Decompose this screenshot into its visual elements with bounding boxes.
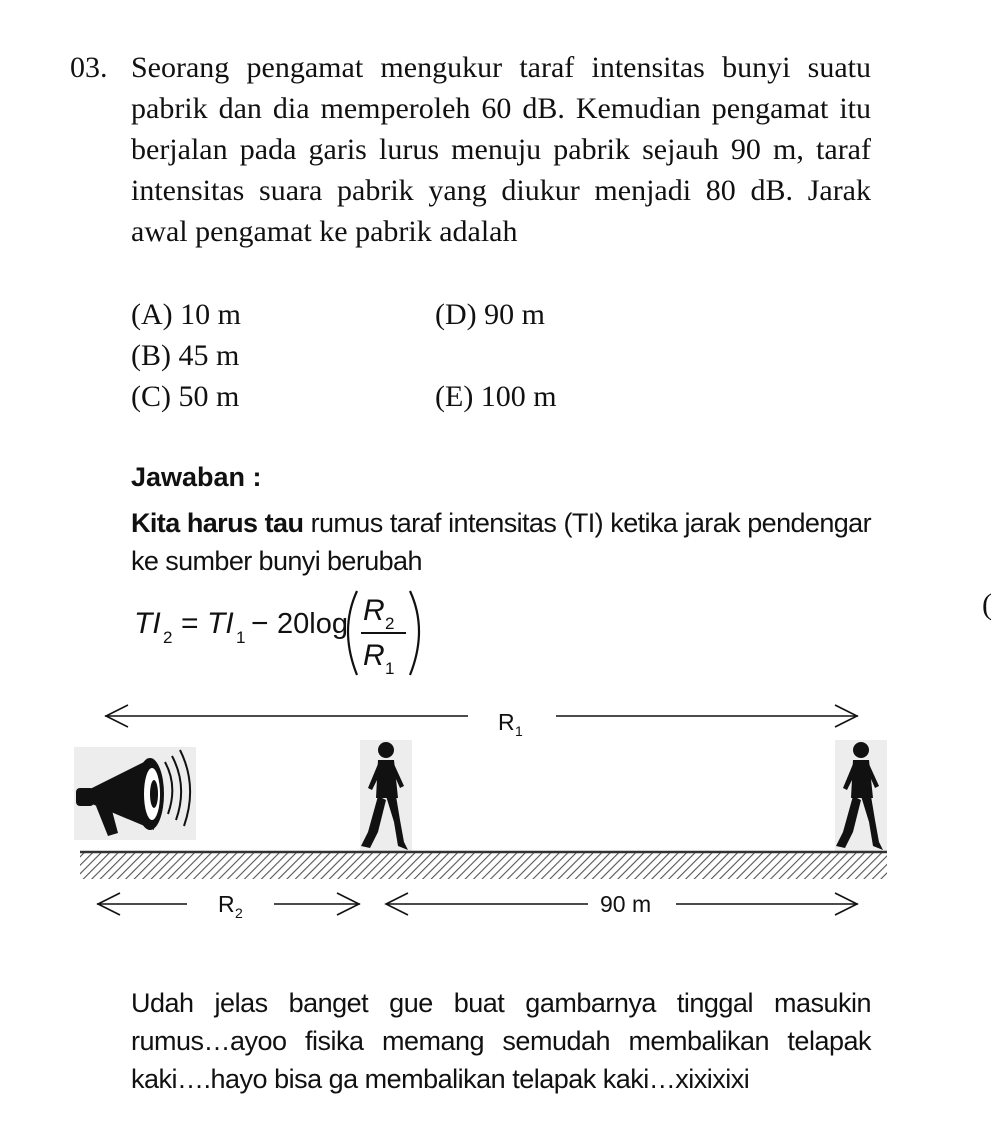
option-b: (B) 45 m bbox=[131, 339, 240, 372]
formula-rhs-sub: 1 bbox=[236, 628, 246, 647]
r1-arrow bbox=[105, 705, 858, 727]
option-e: (E) 100 m bbox=[435, 380, 557, 413]
walking-person-far-icon bbox=[835, 740, 887, 852]
formula-denominator: R bbox=[363, 639, 385, 672]
r1-label: R bbox=[498, 709, 515, 735]
walking-person-near-icon bbox=[360, 740, 412, 852]
formula-denominator-sub: 1 bbox=[385, 659, 395, 678]
option-d: (D) 90 m bbox=[435, 298, 545, 331]
formula-rhs-term: TI bbox=[207, 607, 234, 640]
closing-text: Udah jelas banget gue buat gambarnya tinggal masukin rumus…ayoo fisika memang semudah membalikan telapak kaki….hayo bisa ga membalikan telapak kaki…xixixixi bbox=[131, 988, 871, 1094]
option-a: (A) 10 m bbox=[131, 298, 241, 331]
explanation-text bbox=[131, 504, 871, 580]
megaphone-icon bbox=[74, 747, 196, 840]
formula-numerator: R bbox=[363, 594, 385, 627]
formula-right-paren bbox=[410, 591, 419, 675]
cropped-text-remnant bbox=[290, 0, 720, 4]
stray-paren-mark: ( bbox=[982, 588, 992, 621]
distance-label: 90 m bbox=[600, 891, 652, 917]
formula-lhs-sub: 2 bbox=[163, 628, 173, 647]
formula-equals: = bbox=[181, 607, 199, 640]
distance-diagram bbox=[0, 690, 993, 930]
formula-lhs: TI bbox=[134, 607, 161, 640]
formula-coef: 20log bbox=[277, 608, 348, 640]
option-c: (C) 50 m bbox=[131, 380, 240, 413]
explanation-body: rumus taraf intensitas (TI) ketika jarak pendengar ke sumber bunyi berubah bbox=[131, 508, 871, 576]
question-text: Seorang pengamat mengukur taraf intensitas bunyi suatu pabrik dan dia memperoleh 60 dB. Kemudian pengamat itu berjalan pada garis lurus menuju pabrik sejauh 90 m, taraf intensitas suara pabrik yang diukur menjadi 80 dB. Jarak awal pengamat ke pabrik adalah bbox=[131, 51, 871, 248]
formula-minus: − bbox=[251, 607, 269, 640]
formula-left-paren bbox=[348, 591, 357, 675]
r1-subscript: 1 bbox=[515, 723, 523, 739]
r2-label: R bbox=[218, 891, 235, 917]
formula bbox=[131, 585, 461, 695]
answer-heading: Jawaban : bbox=[131, 462, 262, 492]
explanation-emphasis: Kita harus tau bbox=[131, 508, 304, 538]
question-number: 03. bbox=[70, 51, 108, 84]
r2-subscript: 2 bbox=[235, 905, 243, 921]
ground-hatch bbox=[80, 852, 887, 879]
formula-numerator-sub: 2 bbox=[385, 614, 395, 633]
